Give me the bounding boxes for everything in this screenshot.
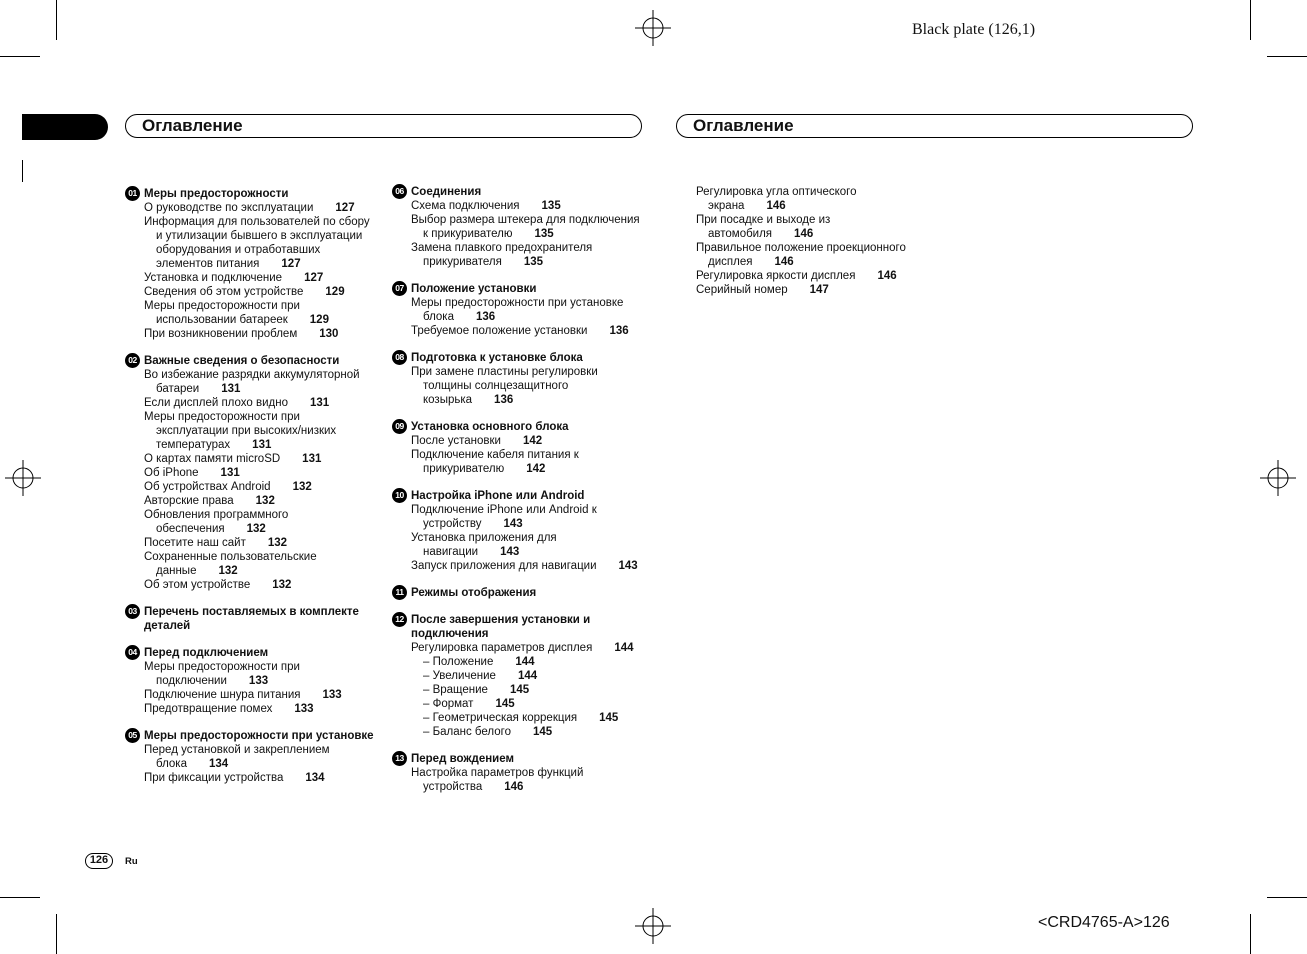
entry-text: Перед установкой и закреплением блока bbox=[144, 744, 330, 770]
crop-mark bbox=[56, 0, 57, 40]
entry-text: – Геометрическая коррекция bbox=[423, 712, 578, 724]
entry-page-number: 147 bbox=[809, 284, 829, 296]
toc-entry bbox=[696, 185, 926, 213]
entry-page-number: 144 bbox=[515, 656, 535, 668]
chapter-number-badge: 06 bbox=[392, 184, 407, 199]
entry-page-number: 135 bbox=[523, 256, 544, 268]
toc-entry bbox=[144, 368, 375, 396]
entry-page-number: 145 bbox=[495, 698, 515, 710]
entry-text: Запуск приложения для навигации bbox=[411, 560, 597, 572]
toc-entry bbox=[144, 550, 375, 578]
entry-page-number: 133 bbox=[248, 675, 269, 687]
toc-entry bbox=[696, 269, 926, 283]
section-title-text: Подготовка к установке блока bbox=[411, 352, 583, 364]
toc-entry bbox=[144, 396, 375, 410]
entry-list bbox=[125, 660, 375, 716]
section-title-text: Важные сведения о безопасности bbox=[144, 355, 340, 367]
entry-text: Сведения об этом устройстве bbox=[144, 286, 304, 298]
page-title-left: Оглавление bbox=[125, 114, 642, 138]
entry-page-number: 145 bbox=[509, 684, 530, 696]
section-title-text: Меры предосторожности bbox=[144, 188, 289, 200]
toc-column-1 bbox=[125, 187, 375, 798]
toc-entry bbox=[696, 213, 926, 241]
section-title-text: Меры предосторожности при установке bbox=[144, 730, 374, 742]
toc-entry bbox=[411, 503, 642, 531]
section-title-text: Режимы отображения bbox=[411, 587, 537, 599]
chapter-number-badge: 09 bbox=[392, 419, 407, 434]
entry-page-number: 146 bbox=[774, 256, 794, 268]
entry-page-number: 142 bbox=[526, 463, 546, 475]
entry-text: Посетите наш сайт bbox=[144, 537, 246, 549]
section-title bbox=[125, 354, 375, 368]
entry-text: Меры предосторожности при эксплуатации при высоких/низких температурах bbox=[144, 411, 337, 451]
toc-entry bbox=[411, 683, 642, 697]
section-title bbox=[392, 282, 642, 296]
entry-text: Регулировка угла оптического экрана bbox=[696, 186, 857, 212]
toc-section bbox=[125, 729, 375, 785]
toc-entry bbox=[411, 711, 642, 725]
toc-entry bbox=[411, 434, 642, 448]
toc-column-3 bbox=[696, 185, 926, 310]
chapter-number-badge: 01 bbox=[125, 186, 140, 201]
entry-text: – Баланс белого bbox=[423, 726, 511, 738]
toc-entry bbox=[411, 641, 642, 655]
section-title-text: После завершения установки и подключения bbox=[411, 614, 591, 640]
entry-list bbox=[392, 503, 642, 573]
section-title-text: Перед вождением bbox=[411, 753, 514, 765]
toc-entry bbox=[411, 531, 642, 559]
entry-text: – Увеличение bbox=[423, 670, 496, 682]
entry-text: Об устройствах Android bbox=[144, 481, 271, 493]
toc-entry bbox=[411, 725, 642, 739]
section-title-text: Перечень поставляемых в комплекте деталей bbox=[144, 606, 359, 632]
toc-entry bbox=[411, 655, 642, 669]
toc-entry bbox=[411, 559, 642, 573]
entry-page-number: 127 bbox=[281, 258, 301, 270]
registration-mark-icon bbox=[635, 908, 671, 944]
entry-text: Информация для пользователей по сбору и утилизации бывшего в эксплуатации оборудования и отработавших элементов питания bbox=[144, 216, 370, 270]
toc-section bbox=[125, 605, 375, 633]
entry-page-number: 132 bbox=[292, 481, 312, 493]
entry-text: Замена плавкого предохранителя прикуривателя bbox=[411, 242, 593, 268]
entry-text: Обновления программного обеспечения bbox=[144, 509, 289, 535]
entry-list bbox=[125, 743, 375, 785]
toc-entry bbox=[411, 766, 642, 794]
entry-page-number: 144 bbox=[517, 670, 538, 682]
entry-list bbox=[392, 641, 642, 739]
entry-page-number: 134 bbox=[209, 758, 229, 770]
toc-section bbox=[392, 586, 642, 600]
page-number: 126 bbox=[85, 853, 113, 869]
entry-text: О картах памяти microSD bbox=[144, 453, 281, 465]
toc-entry bbox=[411, 448, 642, 476]
entry-page-number: 131 bbox=[310, 397, 330, 409]
entry-page-number: 133 bbox=[322, 689, 342, 701]
toc-entry bbox=[144, 452, 375, 466]
chapter-number-badge: 02 bbox=[125, 353, 140, 368]
section-title bbox=[125, 729, 375, 743]
entry-text: Правильное положение проекционного дисплея bbox=[696, 242, 906, 268]
language-code: Ru bbox=[125, 856, 138, 867]
toc-entry bbox=[144, 578, 375, 592]
toc-entry bbox=[144, 410, 375, 452]
toc-entry bbox=[144, 743, 375, 771]
chapter-number-badge: 10 bbox=[392, 488, 407, 503]
toc-entry bbox=[411, 213, 642, 241]
entry-list bbox=[125, 201, 375, 341]
entry-text: Об iPhone bbox=[144, 467, 199, 479]
chapter-number-badge: 04 bbox=[125, 645, 140, 660]
entry-page-number: 145 bbox=[532, 726, 553, 738]
entry-page-number: 143 bbox=[503, 518, 523, 530]
toc-entry bbox=[411, 697, 642, 711]
toc-section bbox=[696, 185, 926, 297]
toc-entry bbox=[696, 241, 926, 269]
toc-section bbox=[125, 187, 375, 341]
entry-text: Настройка параметров функций устройства bbox=[411, 767, 584, 793]
entry-page-number: 131 bbox=[302, 453, 322, 465]
toc-section bbox=[125, 646, 375, 716]
toc-entry bbox=[144, 660, 375, 688]
chapter-number-badge: 03 bbox=[125, 604, 140, 619]
toc-section bbox=[392, 351, 642, 407]
entry-text: Регулировка яркости дисплея bbox=[696, 270, 856, 282]
entry-text: Регулировка параметров дисплея bbox=[411, 642, 593, 654]
entry-page-number: 136 bbox=[494, 394, 514, 406]
toc-entry bbox=[411, 365, 642, 407]
entry-list bbox=[392, 199, 642, 269]
toc-entry bbox=[144, 327, 375, 341]
section-title bbox=[392, 752, 642, 766]
entry-text: При фиксации устройства bbox=[144, 772, 284, 784]
entry-page-number: 136 bbox=[609, 325, 629, 337]
entry-text: Авторские права bbox=[144, 495, 234, 507]
entry-text: Подключение кабеля питания к прикуривателю bbox=[411, 449, 579, 475]
entry-text: Во избежание разрядки аккумуляторной батареи bbox=[144, 369, 360, 395]
toc-entry bbox=[144, 771, 375, 785]
entry-page-number: 146 bbox=[504, 781, 524, 793]
toc-entry bbox=[144, 480, 375, 494]
section-title bbox=[125, 605, 375, 633]
toc-entry bbox=[144, 466, 375, 480]
toc-entry bbox=[144, 201, 375, 215]
entry-page-number: 143 bbox=[500, 546, 520, 558]
entry-page-number: 136 bbox=[476, 311, 496, 323]
crop-mark bbox=[1250, 0, 1251, 40]
entry-text: После установки bbox=[411, 435, 501, 447]
section-title bbox=[392, 185, 642, 199]
entry-text: Если дисплей плохо видно bbox=[144, 397, 288, 409]
entry-text: При посадке и выходе из автомобиля bbox=[696, 214, 831, 240]
section-title bbox=[392, 586, 642, 600]
toc-entry bbox=[144, 215, 375, 271]
crop-mark bbox=[0, 56, 40, 57]
entry-text: Подключение iPhone или Android к устройству bbox=[411, 504, 597, 530]
section-title-text: Положение установки bbox=[411, 283, 537, 295]
entry-text: – Формат bbox=[423, 698, 474, 710]
entry-page-number: 132 bbox=[246, 523, 266, 535]
entry-text: Сохраненные пользовательские данные bbox=[144, 551, 317, 577]
toc-entry bbox=[411, 296, 642, 324]
entry-page-number: 134 bbox=[305, 772, 325, 784]
toc-entry bbox=[144, 285, 375, 299]
toc-entry bbox=[144, 536, 375, 550]
chapter-number-badge: 05 bbox=[125, 728, 140, 743]
crop-mark bbox=[0, 897, 40, 898]
toc-entry bbox=[411, 199, 642, 213]
toc-column-2 bbox=[392, 185, 642, 807]
entry-text: Предотвращение помех bbox=[144, 703, 273, 715]
section-title bbox=[125, 187, 375, 201]
section-title bbox=[125, 646, 375, 660]
toc-entry bbox=[144, 508, 375, 536]
entry-page-number: 144 bbox=[614, 642, 634, 654]
entry-page-number: 131 bbox=[252, 439, 272, 451]
toc-section bbox=[125, 354, 375, 592]
crop-mark bbox=[1267, 56, 1307, 57]
entry-text: Меры предосторожности при подключении bbox=[144, 661, 300, 687]
chapter-number-badge: 13 bbox=[392, 751, 407, 766]
section-title-text: Соединения bbox=[411, 186, 482, 198]
page-title-right: Оглавление bbox=[676, 114, 1193, 138]
entry-page-number: 133 bbox=[294, 703, 314, 715]
entry-page-number: 135 bbox=[534, 228, 554, 240]
section-title-text: Настройка iPhone или Android bbox=[411, 490, 585, 502]
section-title bbox=[392, 351, 642, 365]
entry-text: – Положение bbox=[423, 656, 494, 668]
section-tab bbox=[22, 114, 108, 140]
chapter-number-badge: 08 bbox=[392, 350, 407, 365]
toc-entry bbox=[144, 494, 375, 508]
entry-page-number: 132 bbox=[272, 579, 292, 591]
section-title bbox=[392, 420, 642, 434]
entry-page-number: 146 bbox=[766, 200, 786, 212]
entry-text: – Вращение bbox=[423, 684, 488, 696]
toc-entry bbox=[144, 271, 375, 285]
entry-list bbox=[696, 185, 926, 297]
entry-page-number: 142 bbox=[522, 435, 543, 447]
entry-page-number: 131 bbox=[221, 383, 241, 395]
toc-entry bbox=[411, 241, 642, 269]
section-title bbox=[392, 613, 642, 641]
entry-page-number: 132 bbox=[267, 537, 288, 549]
entry-list bbox=[125, 368, 375, 592]
entry-page-number: 129 bbox=[309, 314, 329, 326]
toc-entry bbox=[411, 669, 642, 683]
chapter-number-badge: 11 bbox=[392, 585, 407, 600]
entry-text: О руководстве по эксплуатации bbox=[144, 202, 314, 214]
entry-list bbox=[392, 766, 642, 794]
entry-text: Установка приложения для навигации bbox=[411, 532, 557, 558]
registration-mark-icon bbox=[635, 10, 671, 46]
entry-text: Установка и подключение bbox=[144, 272, 283, 284]
crop-mark bbox=[56, 914, 57, 954]
entry-text: Выбор размера штекера для подключения к прикуривателю bbox=[411, 214, 640, 240]
entry-text: Подключение шнура питания bbox=[144, 689, 301, 701]
toc-entry bbox=[144, 688, 375, 702]
toc-section bbox=[392, 613, 642, 739]
section-title bbox=[392, 489, 642, 503]
entry-page-number: 131 bbox=[220, 467, 240, 479]
entry-text: Требуемое положение установки bbox=[411, 325, 588, 337]
entry-text: При замене пластины регулировки толщины солнцезащитного козырька bbox=[411, 366, 598, 406]
entry-page-number: 143 bbox=[618, 560, 638, 572]
entry-page-number: 129 bbox=[325, 286, 345, 298]
registration-mark-icon bbox=[1260, 460, 1296, 496]
entry-page-number: 132 bbox=[255, 495, 275, 507]
entry-page-number: 146 bbox=[794, 228, 814, 240]
entry-page-number: 127 bbox=[335, 202, 355, 214]
crop-mark bbox=[22, 160, 23, 182]
toc-entry bbox=[696, 283, 926, 297]
entry-page-number: 146 bbox=[877, 270, 897, 282]
crop-mark bbox=[1250, 914, 1251, 954]
toc-entry bbox=[144, 299, 375, 327]
entry-page-number: 145 bbox=[599, 712, 619, 724]
chapter-number-badge: 07 bbox=[392, 281, 407, 296]
entry-page-number: 130 bbox=[319, 328, 339, 340]
entry-page-number: 127 bbox=[304, 272, 324, 284]
entry-list bbox=[392, 296, 642, 338]
entry-page-number: 135 bbox=[541, 200, 561, 212]
plate-label: Black plate (126,1) bbox=[912, 21, 1036, 38]
section-title-text: Установка основного блока bbox=[411, 421, 569, 433]
crop-mark bbox=[1267, 897, 1307, 898]
registration-mark-icon bbox=[5, 460, 41, 496]
entry-text: Меры предосторожности при использовании батареек bbox=[144, 300, 300, 326]
entry-text: Серийный номер bbox=[696, 284, 788, 296]
toc-section bbox=[392, 420, 642, 476]
entry-text: Схема подключения bbox=[411, 200, 520, 212]
entry-page-number: 132 bbox=[218, 565, 238, 577]
section-title-text: Перед подключением bbox=[144, 647, 269, 659]
entry-list bbox=[392, 365, 642, 407]
toc-section bbox=[392, 282, 642, 338]
document-code: <CRD4765-A>126 bbox=[1038, 914, 1170, 931]
toc-section bbox=[392, 185, 642, 269]
toc-entry bbox=[411, 324, 642, 338]
entry-text: При возникновении проблем bbox=[144, 328, 298, 340]
entry-list bbox=[392, 434, 642, 476]
toc-section bbox=[392, 489, 642, 573]
entry-text: Меры предосторожности при установке блока bbox=[411, 297, 624, 323]
chapter-number-badge: 12 bbox=[392, 612, 407, 627]
toc-section bbox=[392, 752, 642, 794]
toc-entry bbox=[144, 702, 375, 716]
entry-text: Об этом устройстве bbox=[144, 579, 251, 591]
